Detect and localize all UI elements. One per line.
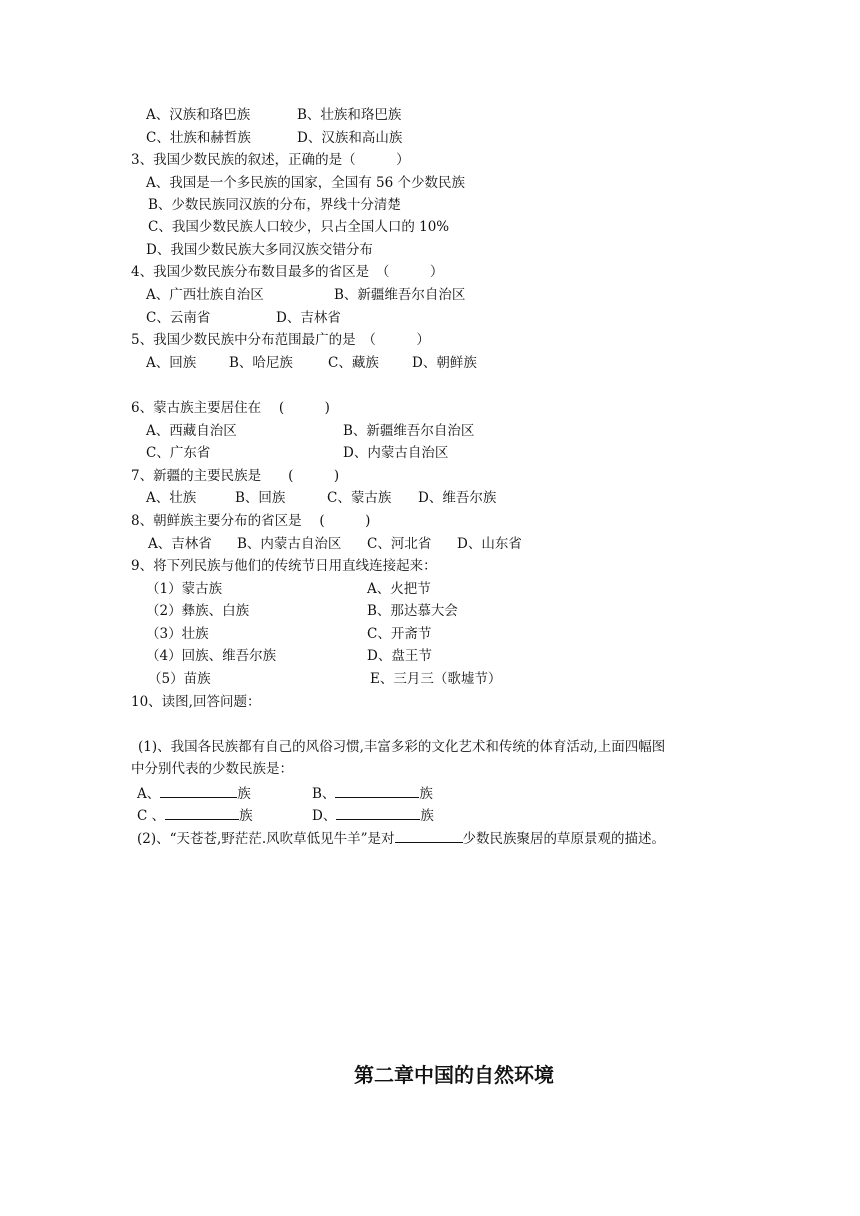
q3-option-a: A、我国是一个多民族的国家，全国有 56 个少数民族 — [146, 175, 466, 191]
q7-option-a: A、壮族 — [146, 490, 197, 506]
q5-option-a: A、回族 — [146, 355, 197, 371]
q8-option-b: B、内蒙古自治区 — [237, 536, 342, 552]
q10-blank-c-suffix: 族 — [239, 808, 253, 824]
q4-option-b: B、新疆维吾尔自治区 — [334, 287, 466, 303]
q10-blank-d-row — [312, 805, 434, 825]
q8-stem: 8、朝鲜族主要分布的省区是 ( ) — [131, 513, 371, 529]
q9-stem: 9、将下列民族与他们的传统节日用直线连接起来： — [131, 558, 437, 574]
q10-blank-b-suffix: 族 — [419, 786, 433, 802]
q10-part2-suffix: 少数民族聚居的草原景观的描述。 — [462, 831, 666, 847]
q7-option-b: B、回族 — [235, 490, 286, 506]
q2-option-d: D、汉族和高山族 — [297, 130, 403, 146]
q7-option-d: D、维吾尔族 — [418, 490, 497, 506]
q2-option-c: C、壮族和赫哲族 — [146, 130, 251, 146]
q10-blank-c[interactable] — [165, 805, 239, 820]
q5-stem: 5、我国少数民族中分布范围最广的是 （ ） — [131, 332, 430, 348]
q9-right-d: D、盘王节 — [367, 648, 432, 664]
q6-option-a: A、西藏自治区 — [146, 423, 237, 439]
q8-option-d: D、山东省 — [457, 536, 522, 552]
q4-option-d: D、吉林省 — [276, 310, 341, 326]
q2-option-a: A、汉族和珞巴族 — [146, 107, 251, 123]
q3-option-d: D、我国少数民族大多同汉族交错分布 — [146, 242, 373, 258]
q10-blank-b[interactable] — [335, 783, 419, 798]
q7-option-c: C、蒙古族 — [327, 490, 392, 506]
q6-stem: 6、蒙古族主要居住在 ( ) — [131, 400, 330, 416]
q7-stem: 7、新疆的主要民族是 ( ) — [131, 468, 340, 484]
q10-part1-line1: (1)、我国各民族都有自己的风俗习惯,丰富多彩的文化艺术和传统的体育活动,上面四幅图 — [138, 739, 666, 755]
q5-option-c: C、藏族 — [328, 355, 379, 371]
q9-left-5: （5）苗族 — [148, 671, 211, 687]
q4-stem: 4、我国少数民族分布数目最多的省区是 （ ） — [131, 264, 444, 280]
q3-option-b: B、少数民族同汉族的分布，界线十分清楚 — [148, 197, 401, 213]
q3-option-c: C、我国少数民族人口较少，只占全国人口的 10% — [148, 219, 450, 235]
q10-blank-c-label: C 、 — [137, 808, 166, 824]
q10-part1-line2: 中分别代表的少数民族是： — [131, 761, 293, 777]
q10-blank-a[interactable] — [160, 783, 237, 798]
q10-part2-prefix: (2)、“天苍苍,野茫茫.风吹草低见牛羊”是对 — [137, 831, 395, 847]
q10-stem: 10、读图,回答问题： — [131, 694, 261, 710]
q10-part2 — [137, 828, 665, 848]
q9-right-a: A、火把节 — [367, 581, 431, 597]
q10-part2-blank[interactable] — [395, 828, 463, 843]
q10-blank-d-suffix: 族 — [420, 808, 434, 824]
q3-stem: 3、我国少数民族的叙述，正确的是（ ） — [131, 152, 410, 168]
q6-option-b: B、新疆维吾尔自治区 — [343, 423, 475, 439]
q5-option-b: B、哈尼族 — [229, 355, 293, 371]
chapter-title: 第二章中国的自然环境 — [354, 1063, 554, 1087]
q5-option-d: D、朝鲜族 — [412, 355, 477, 371]
q10-blank-d-label: D、 — [312, 808, 337, 824]
q9-left-3: （3）壮族 — [146, 626, 209, 642]
q9-left-1: （1）蒙古族 — [146, 581, 223, 597]
q10-blank-a-suffix: 族 — [237, 786, 251, 802]
q10-blank-b-row — [312, 783, 433, 803]
q4-option-a: A、广西壮族自治区 — [146, 287, 264, 303]
q10-blank-d[interactable] — [336, 805, 420, 820]
q8-option-c: C、河北省 — [367, 536, 432, 552]
q10-blank-b-label: B、 — [312, 786, 336, 802]
q9-right-e: E、三月三（歌墟节） — [370, 671, 502, 687]
q6-option-c: C、广东省 — [146, 445, 211, 461]
q10-blank-a-row — [137, 783, 251, 803]
q9-left-2: （2）彝族、白族 — [146, 603, 250, 619]
q6-option-d: D、内蒙古自治区 — [343, 445, 449, 461]
q9-right-b: B、那达慕大会 — [367, 603, 458, 619]
q10-blank-a-label: A、 — [137, 786, 161, 802]
q10-blank-c-row — [137, 805, 253, 825]
q8-option-a: A、吉林省 — [148, 536, 212, 552]
q2-option-b: B、壮族和珞巴族 — [297, 107, 402, 123]
q9-left-4: （4）回族、维吾尔族 — [146, 648, 277, 664]
q4-option-c: C、云南省 — [146, 310, 211, 326]
q9-right-c: C、开斋节 — [367, 626, 432, 642]
